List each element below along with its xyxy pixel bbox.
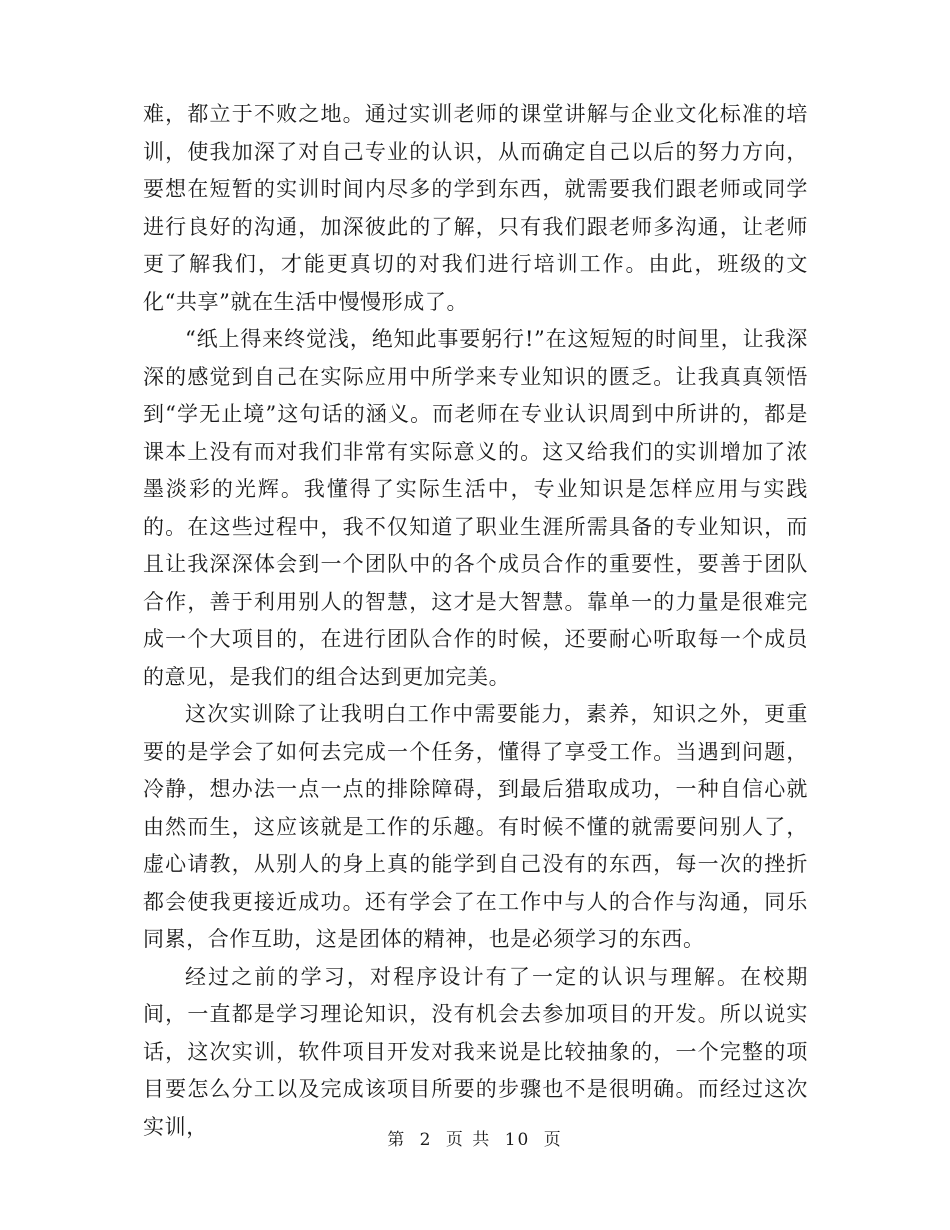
body-text	[143, 96, 808, 1146]
paragraph-4: 经过之前的学习，对程序设计有了一定的认识与理解。在校期间，一直都是学习理论知识，没有机会去参加项目的开发。所以说实话，这次实训，软件项目开发对我来说是比较抽象的，一个完整的项目要怎么分工以及完成该项目所要的步骤也不是很明确。而经过这次实训，	[143, 964, 808, 1139]
footer-suffix: 页	[543, 1130, 563, 1150]
paragraph-2: “纸上得来终觉浅，绝知此事要躬行!”在这短短的时间里，让我深深的感觉到自己在实际应用中所学来专业知识的匮乏。让我真真领悟到“学无止境”这句话的涵义。而老师在专业认识周到中所讲的，都是课本上没有而对我们非常有实际意义的。这又给我们的实训增加了浓墨淡彩的光辉。我懂得了实际生活中，专业知识是怎样应用与实践的。在这些过程中，我不仅知道了职业生涯所需具备的专业知识，而且让我深深体会到一个团队中的各个成员合作的重要性，要善于团队合作，善于利用别人的智慧，这才是大智慧。靠单一的力量是很难完成一个大项目的，在进行团队合作的时候，还要耐心听取每一个成员的意见，是我们的组合达到更加完美。	[143, 327, 808, 689]
footer-total-pages: 10	[504, 1130, 531, 1150]
footer-current-page: 2	[419, 1130, 433, 1150]
footer-middle: 页 共	[445, 1130, 492, 1150]
page-footer	[0, 1125, 950, 1150]
paragraph-1: 难，都立于不败之地。通过实训老师的课堂讲解与企业文化标准的培训，使我加深了对自己专业的认识，从而确定自己以后的努力方向，要想在短暂的实训时间内尽多的学到东西，就需要我们跟老师或同学进行良好的沟通，加深彼此的了解，只有我们跟老师多沟通，让老师更了解我们，才能更真切的对我们进行培训工作。由此，班级的文化“共享”就在生活中慢慢形成了。	[143, 102, 808, 314]
footer-prefix: 第	[387, 1130, 407, 1150]
paragraph-3: 这次实训除了让我明白工作中需要能力，素养，知识之外，更重要的是学会了如何去完成一个任务，懂得了享受工作。当遇到问题，冷静，想办法一点一点的排除障碍，到最后猎取成功，一种自信心就由然而生，这应该就是工作的乐趣。有时候不懂的就需要问别人了，虚心请教，从别人的身上真的能学到自己没有的东西，每一次的挫折都会使我更接近成功。还有学会了在工作中与人的合作与沟通，同乐同累，合作互助，这是团体的精神，也是必须学习的东西。	[143, 702, 808, 951]
